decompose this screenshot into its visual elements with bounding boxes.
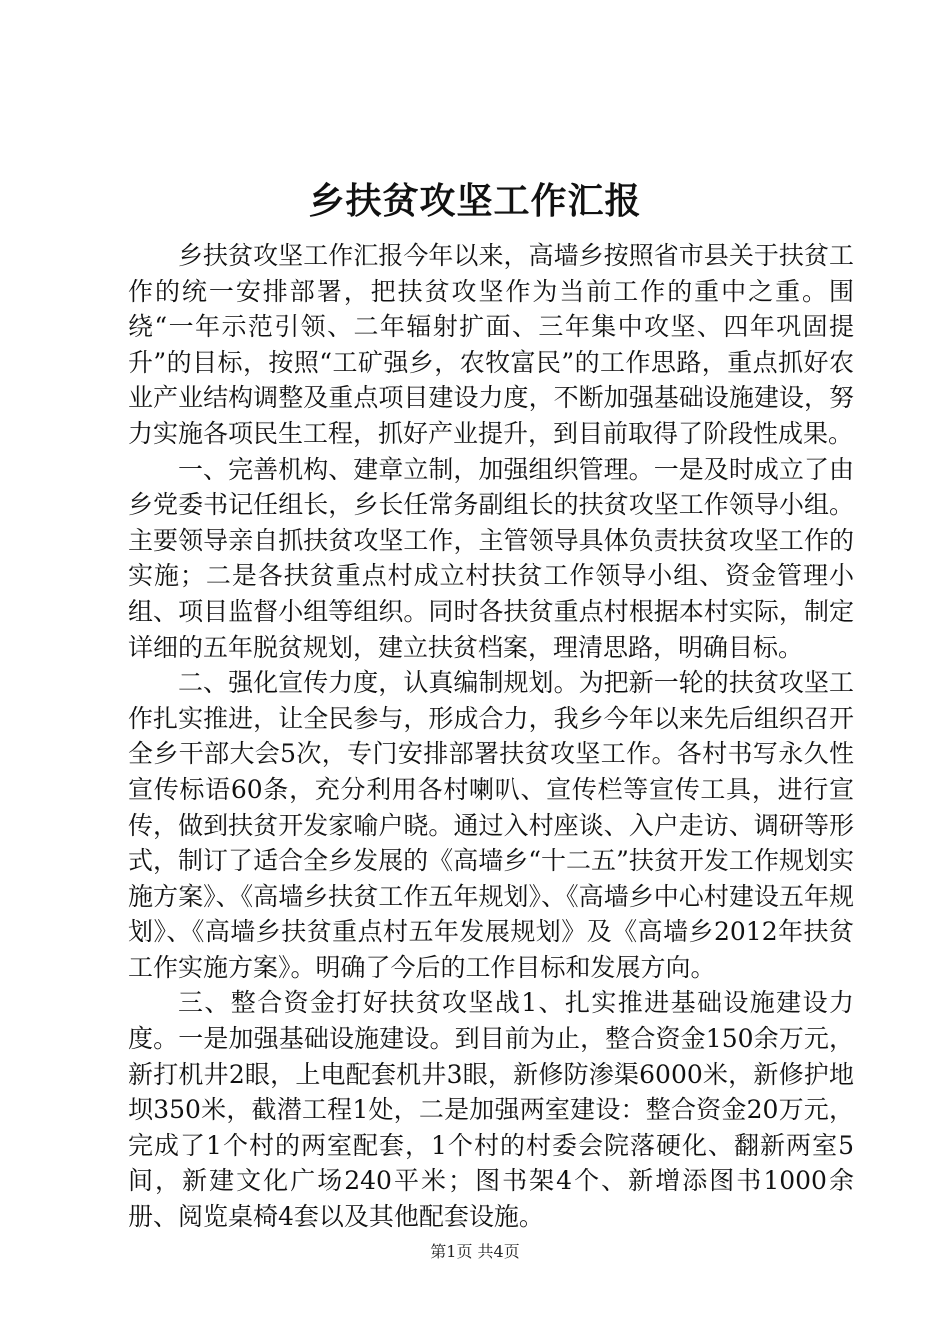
paragraph-intro: 乡扶贫攻坚工作汇报今年以来，高墙乡按照省市县关于扶贫工作的统一安排部署，把扶贫攻坚作为当前工作的重中之重。围绕“一年示范引领、二年辐射扩面、三年集中攻坚、四年巩固提升”的目标，按照“工矿强乡，农牧富民”的工作思路，重点抓好农业产业结构调整及重点项目建设力度，不断加强基础设施建设，努力实施各项民生工程，抓好产业提升，到目前取得了阶段性成果。 — [128, 241, 854, 448]
paragraph-section-3: 三、整合资金打好扶贫攻坚战1、扎实推进基础设施建设力度。一是加强基础设施建设。到目前为止，整合资金150余万元，新打机井2眼，上电配套机井3眼，新修防渗渠6000米，新修护地坝350米，截潜工程1处，二是加强两室建设：整合资金20万元，完成了1个村的两室配套，1个村的村委会院落硬化、翻新两室5间，新建文化广场240平米；图书架4个、新增添图书1000余册、阅览桌椅4套以及其他配套设施。 — [128, 988, 854, 1232]
paragraph-section-1: 一、完善机构、建章立制，加强组织管理。一是及时成立了由乡党委书记任组长，乡长任常务副组长的扶贫攻坚工作领导小组。主要领导亲自抓扶贫攻坚工作，主管领导具体负责扶贫攻坚工作的实施；二是各扶贫重点村成立村扶贫工作领导小组、资金管理小组、项目监督小组等组织。同时各扶贫重点村根据本村实际，制定详细的五年脱贫规划，建立扶贫档案，理清思路，明确目标。 — [128, 454, 854, 662]
document-body — [128, 238, 854, 1235]
document-title: 乡扶贫攻坚工作汇报 — [308, 180, 642, 222]
paragraph-section-2: 二、强化宣传力度，认真编制规划。为把新一轮的扶贫攻坚工作扎实推进，让全民参与，形成合力，我乡今年以来先后组织召开全乡干部大会5次，专门安排部署扶贫攻坚工作。各村书写永久性宣传标语60条，充分利用各村喇叭、宣传栏等宣传工具，进行宣传，做到扶贫开发家喻户晓。通过入村座谈、入户走访、调研等形式，制订了适合全乡发展的《高墙乡“十二五”扶贫开发工作规划实施方案》、《高墙乡扶贫工作五年规划》、《高墙乡中心村建设五年规划》、《高墙乡扶贫重点村五年发展规划》及《高墙乡2012年扶贫工作实施方案》。明确了今后的工作目标和发展方向。 — [128, 668, 854, 982]
page-number-footer: 第1页 共4页 — [430, 1242, 520, 1261]
